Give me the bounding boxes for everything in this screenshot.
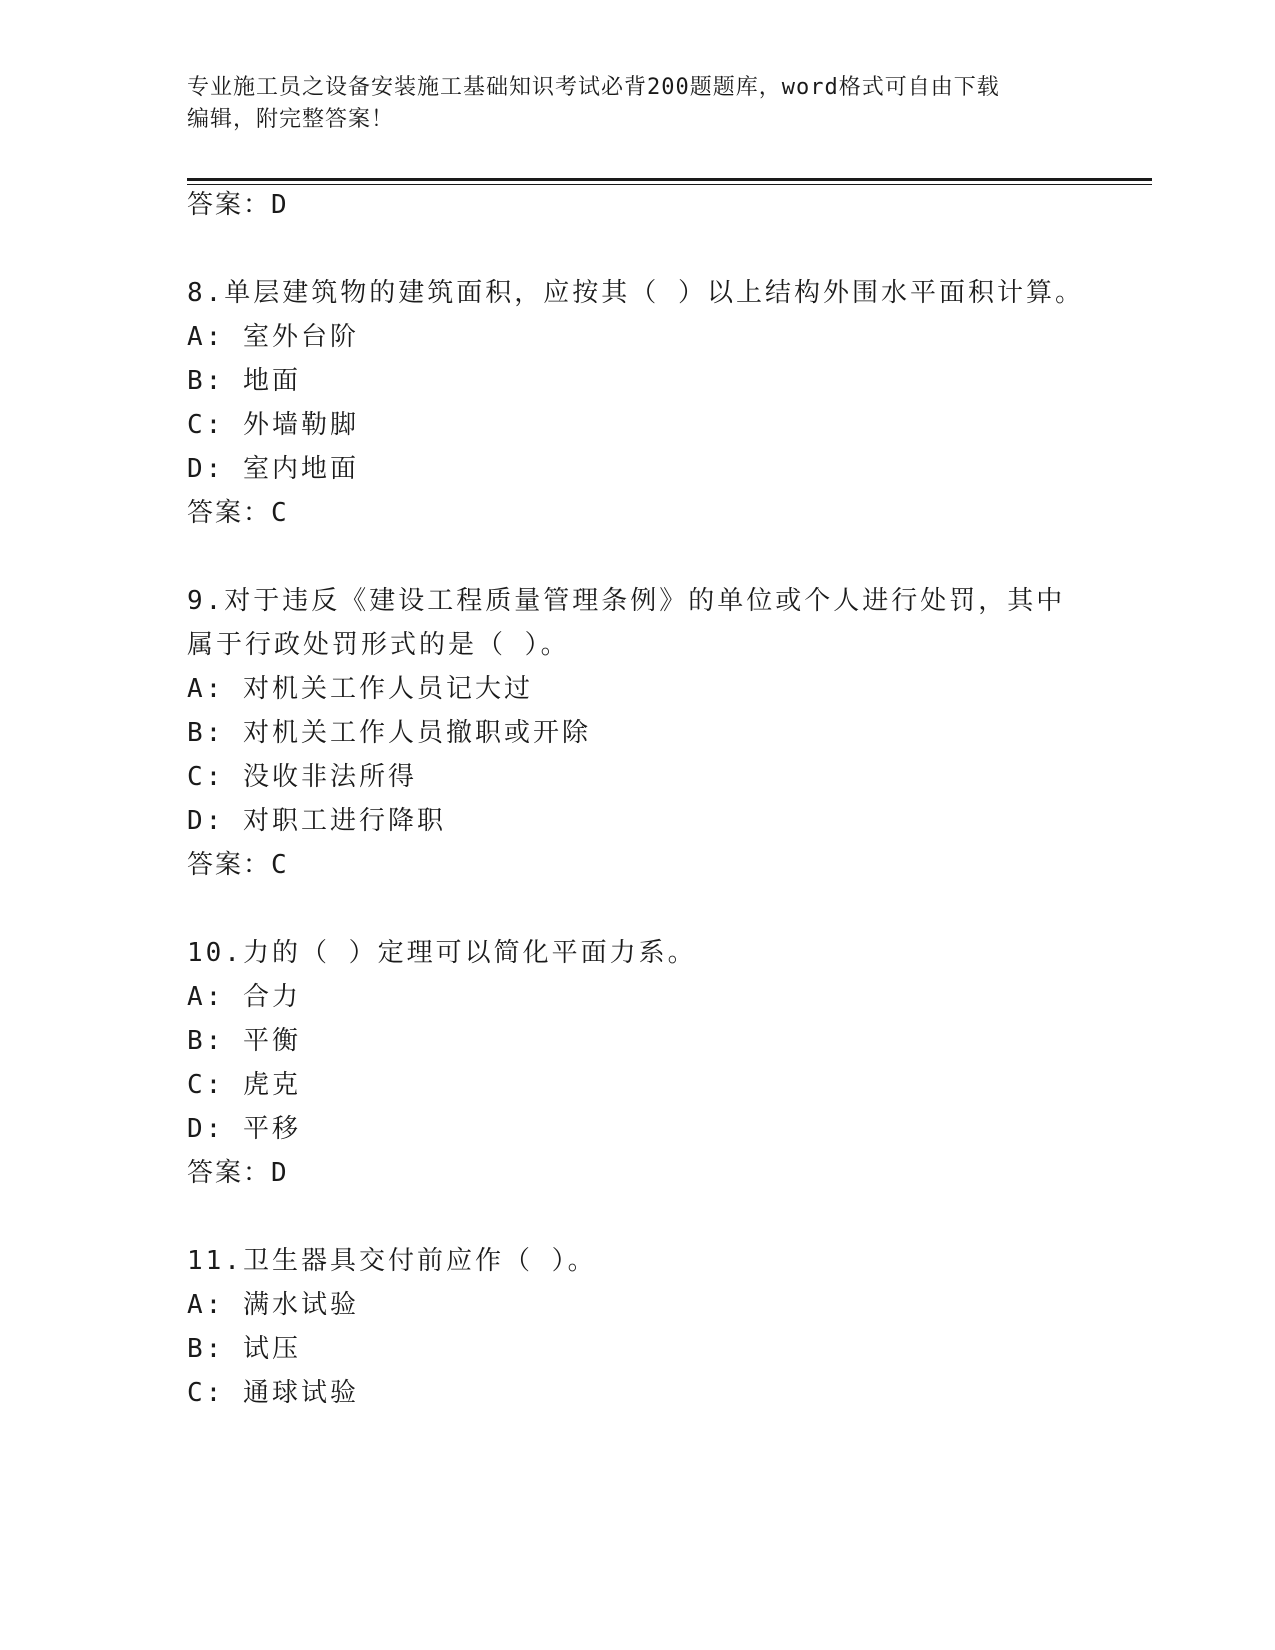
question-9-stem-line-2: 属于行政处罚形式的是（ ）。 [187, 630, 570, 660]
question-10-option-c: C: 虎克 [187, 1070, 301, 1100]
answer-label: 答案： [187, 1158, 272, 1188]
question-9-option-a: A: 对机关工作人员记大过 [187, 674, 533, 704]
answer-7 [187, 190, 289, 220]
answer-label: 答案： [187, 850, 272, 880]
question-8-option-d: D: 室内地面 [187, 454, 359, 484]
answer-10 [187, 1158, 289, 1188]
question-9-stem-line-1: 9.对于违反《建设工程质量管理条例》的单位或个人进行处罚，其中 [187, 586, 1066, 616]
question-9-option-b: B: 对机关工作人员撤职或开除 [187, 718, 591, 748]
header-rule-thin [187, 184, 1152, 185]
header-rule-thick [187, 178, 1152, 181]
question-8-option-c: C: 外墙勒脚 [187, 410, 359, 440]
question-11-stem: 11.卫生器具交付前应作（ ）。 [187, 1246, 597, 1276]
question-10-option-d: D: 平移 [187, 1114, 301, 1144]
answer-8 [187, 498, 289, 528]
question-10-option-b: B: 平衡 [187, 1026, 301, 1056]
answer-value: D [271, 1158, 289, 1188]
question-8-stem: 8.单层建筑物的建筑面积，应按其（ ）以上结构外围水平面积计算。 [187, 278, 1084, 308]
answer-value: C [271, 498, 289, 528]
answer-value: D [271, 190, 289, 220]
question-8-option-b: B: 地面 [187, 366, 301, 396]
document-header [187, 72, 1087, 136]
header-line-1: 专业施工员之设备安装施工基础知识考试必背200题题库，word格式可自由下载 [187, 75, 1000, 100]
question-10-stem: 10.力的（ ）定理可以简化平面力系。 [187, 938, 697, 968]
answer-9 [187, 850, 289, 880]
question-11-option-c: C: 通球试验 [187, 1378, 359, 1408]
question-10-option-a: A: 合力 [187, 982, 301, 1012]
question-9-option-c: C: 没收非法所得 [187, 762, 417, 792]
header-line-2: 编辑，附完整答案！ [187, 107, 395, 132]
question-9-option-d: D: 对职工进行降职 [187, 806, 446, 836]
question-11-option-a: A: 满水试验 [187, 1290, 359, 1320]
question-8-option-a: A: 室外台阶 [187, 322, 359, 352]
question-11-option-b: B: 试压 [187, 1334, 301, 1364]
answer-label: 答案： [187, 190, 272, 220]
answer-value: C [271, 850, 289, 880]
answer-label: 答案： [187, 498, 272, 528]
